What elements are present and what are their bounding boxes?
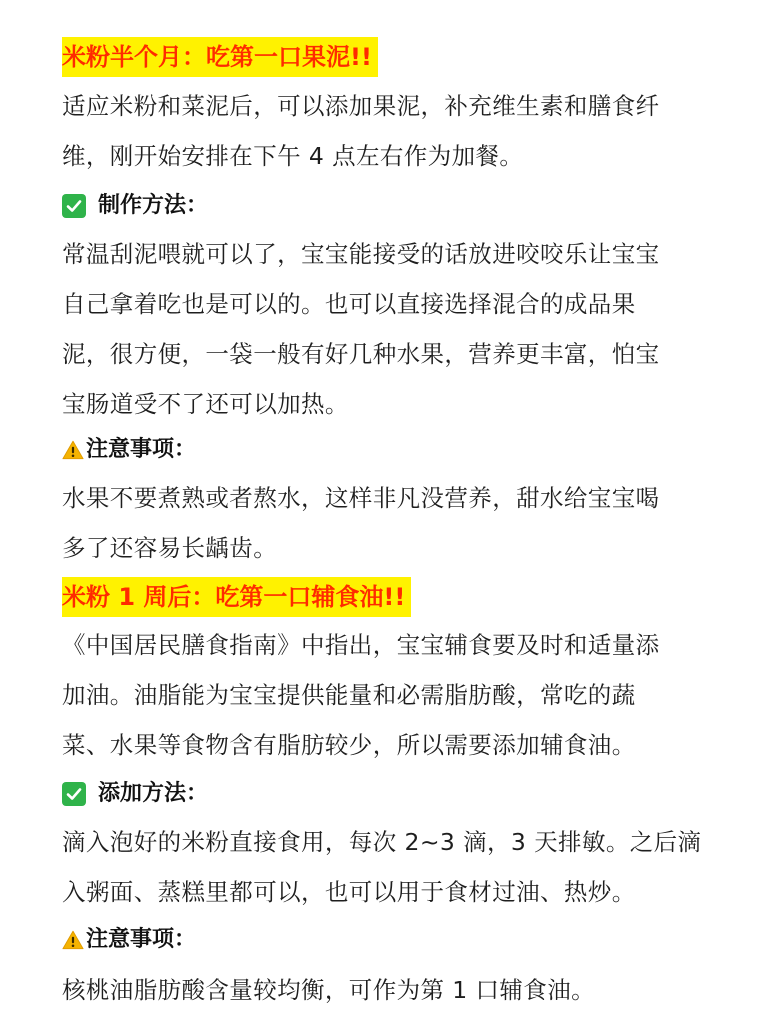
section-2-intro-line: 菜、水果等食物含有脂肪较少，所以需要添加辅食油。: [62, 731, 636, 759]
section-2-method-line: 滴入泡好的米粉直接食用，每次 2~3 滴，3 天排敏。之后滴: [62, 828, 702, 856]
section-2-method-line: 入粥面、蒸糕里都可以，也可以用于食材过油、热炒。: [62, 878, 636, 906]
section-2-intro: [62, 620, 735, 770]
section-1-intro: [62, 81, 735, 181]
section-2-method-label: 添加方法：: [98, 781, 209, 806]
section-1-notes-line: 多了还容易长龋齿。: [62, 534, 278, 562]
section-1-intro-line: 适应米粉和菜泥后，可以添加果泥，补充维生素和膳食纤: [62, 92, 660, 120]
section-1-method-heading: [62, 188, 735, 224]
warning-icon: [62, 439, 84, 461]
section-2-title: 米粉 1 周后：吃第一口辅食油!!: [62, 577, 411, 617]
section-1-notes-label: 注意事项：: [86, 437, 197, 462]
section-2-intro-line: 《中国居民膳食指南》中指出，宝宝辅食要及时和适量添: [62, 631, 660, 659]
section-1-notes-line: 水果不要煮熟或者熬水，这样非凡没营养，甜水给宝宝喝: [62, 484, 660, 512]
section-2-notes-line: 核桃油脂肪酸含量较均衡，可作为第 1 口辅食油。: [62, 976, 595, 1004]
warning-icon: [62, 929, 84, 951]
section-2-notes-text: [62, 965, 735, 1015]
section-1-method-text: [62, 229, 735, 429]
check-mark-icon: [62, 194, 86, 218]
section-1-method-line: 泥，很方便，一袋一般有好几种水果，营养更丰富，怕宝: [62, 340, 660, 368]
section-2-notes-label: 注意事项：: [86, 927, 197, 952]
check-mark-icon: [62, 782, 86, 806]
section-2-method-heading: [62, 776, 735, 812]
section-1-title-row: [62, 37, 735, 77]
section-1-notes-heading: [62, 432, 735, 468]
section-1-intro-line: 维，刚开始安排在下午 4 点左右作为加餐。: [62, 142, 524, 170]
section-1-method-line: 常温刮泥喂就可以了，宝宝能接受的话放进咬咬乐让宝宝: [62, 240, 660, 268]
section-2-intro-line: 加油。油脂能为宝宝提供能量和必需脂肪酸，常吃的蔬: [62, 681, 636, 709]
section-2-notes-heading: [62, 922, 735, 958]
section-2-method-text: [62, 817, 735, 917]
section-1-method-label: 制作方法：: [98, 193, 209, 218]
section-2-title-row: [62, 577, 735, 617]
section-1-method-line: 宝肠道受不了还可以加热。: [62, 390, 349, 418]
section-1-title: 米粉半个月：吃第一口果泥!!: [62, 37, 378, 77]
section-1-notes-text: [62, 473, 735, 573]
section-1-method-line: 自己拿着吃也是可以的。也可以直接选择混合的成品果: [62, 290, 636, 318]
